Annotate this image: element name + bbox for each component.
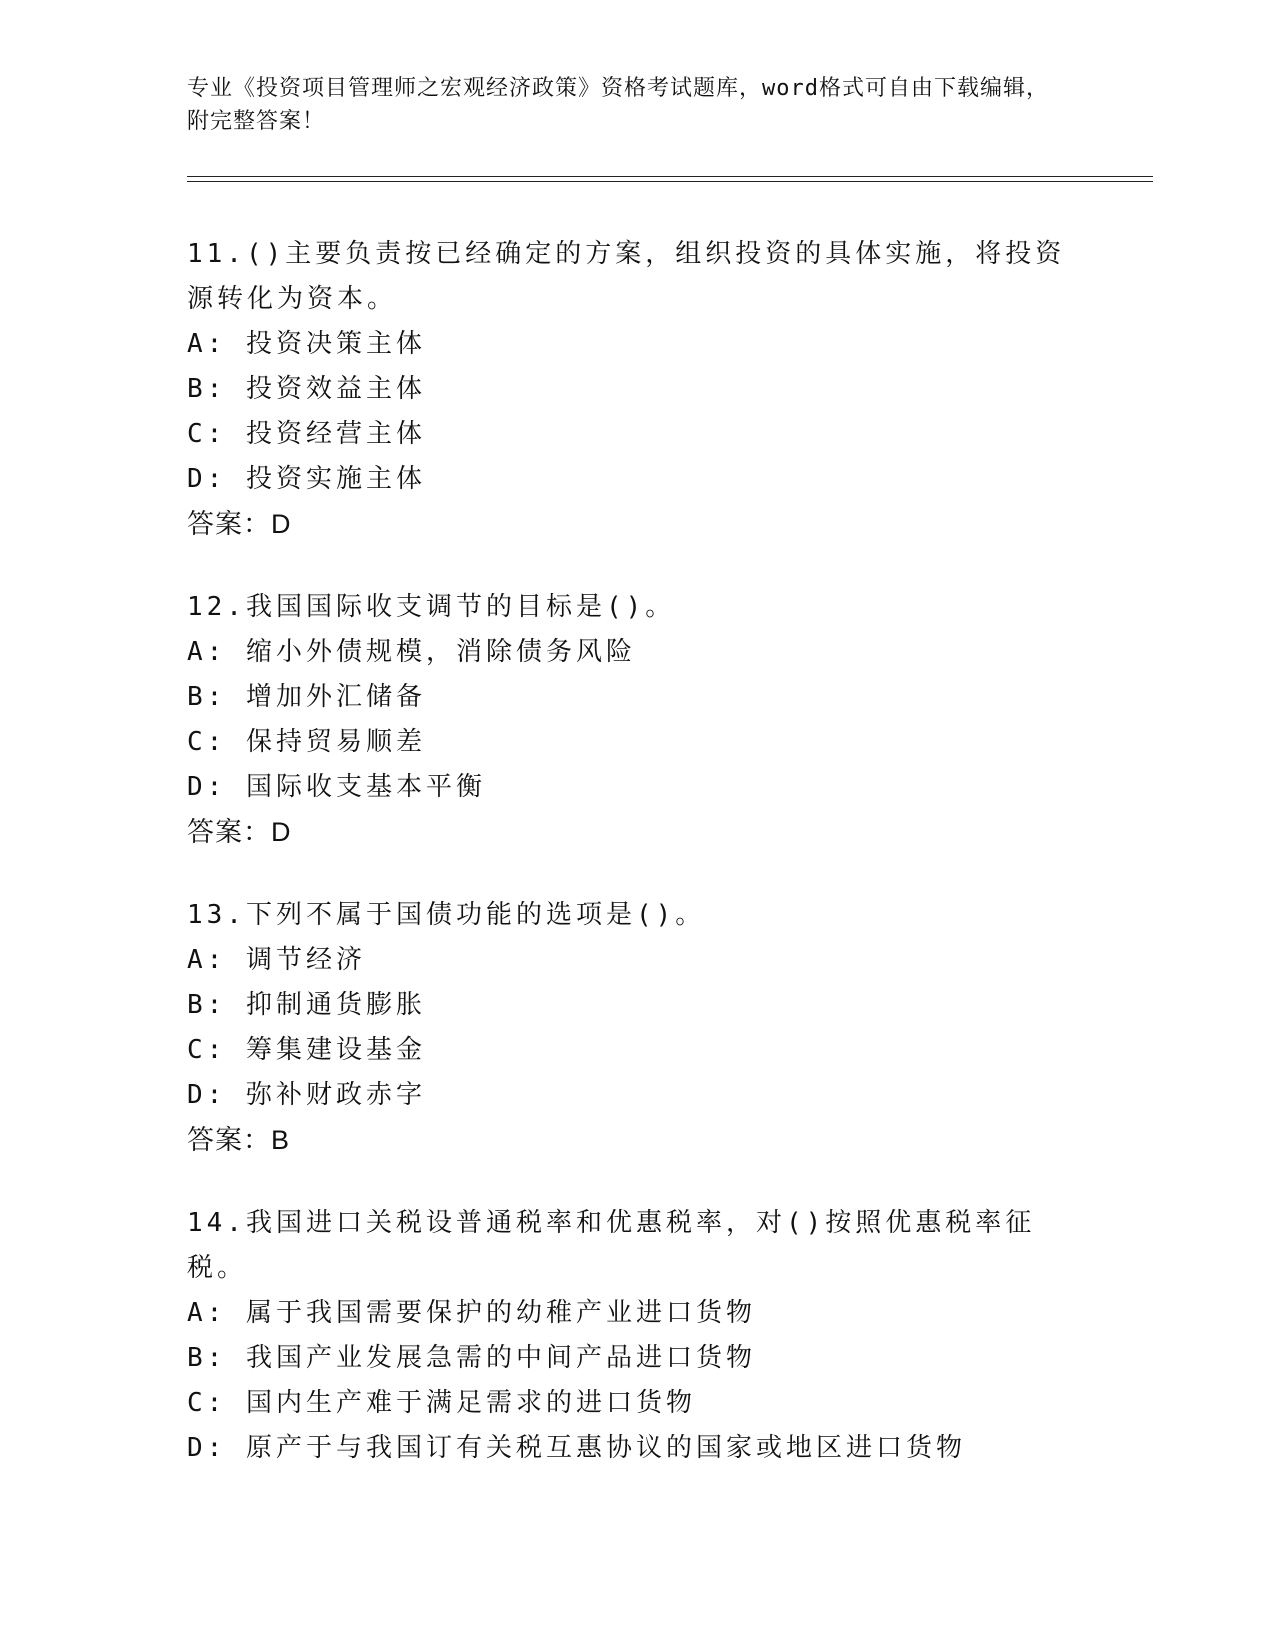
option-d: D: 弥补财政赤字 bbox=[187, 1080, 426, 1110]
option-b: B: 增加外汇储备 bbox=[187, 682, 426, 712]
question-stem: 11.()主要负责按已经确定的方案，组织投资的具体实施，将投资源转化为资本。 bbox=[187, 239, 1066, 314]
option-b: B: 我国产业发展急需的中间产品进口货物 bbox=[187, 1343, 756, 1373]
answer-line: 答案：D bbox=[187, 509, 292, 539]
option-b: B: 投资效益主体 bbox=[187, 374, 426, 404]
question-13 bbox=[187, 893, 1087, 1163]
option-d: D: 投资实施主体 bbox=[187, 464, 426, 494]
header-divider-bottom bbox=[187, 181, 1153, 182]
question-list bbox=[187, 232, 1087, 1509]
question-11 bbox=[187, 232, 1087, 547]
answer-line: 答案：D bbox=[187, 817, 292, 847]
answer-line: 答案：B bbox=[187, 1125, 291, 1155]
question-stem: 14.我国进口关税设普通税率和优惠税率，对()按照优惠税率征税。 bbox=[187, 1208, 1036, 1283]
option-a: A: 投资决策主体 bbox=[187, 329, 426, 359]
option-d: D: 国际收支基本平衡 bbox=[187, 772, 486, 802]
option-c: C: 保持贸易顺差 bbox=[187, 727, 426, 757]
option-a: A: 属于我国需要保护的幼稚产业进口货物 bbox=[187, 1298, 756, 1328]
option-c: C: 国内生产难于满足需求的进口货物 bbox=[187, 1388, 696, 1418]
option-a: A: 调节经济 bbox=[187, 945, 366, 975]
option-b: B: 抑制通货膨胀 bbox=[187, 990, 426, 1020]
question-stem: 13.下列不属于国债功能的选项是()。 bbox=[187, 900, 706, 930]
option-a: A: 缩小外债规模，消除债务风险 bbox=[187, 637, 636, 667]
option-c: C: 投资经营主体 bbox=[187, 419, 426, 449]
header-divider-top bbox=[187, 176, 1153, 177]
question-14 bbox=[187, 1201, 1087, 1471]
option-d: D: 原产于与我国订有关税互惠协议的国家或地区进口货物 bbox=[187, 1433, 966, 1463]
question-12 bbox=[187, 585, 1087, 855]
question-stem: 12.我国国际收支调节的目标是()。 bbox=[187, 592, 676, 622]
document-header: 专业《投资项目管理师之宏观经济政策》资格考试题库，word格式可自由下载编辑，附完整答案！ bbox=[187, 76, 1049, 134]
option-c: C: 筹集建设基金 bbox=[187, 1035, 426, 1065]
